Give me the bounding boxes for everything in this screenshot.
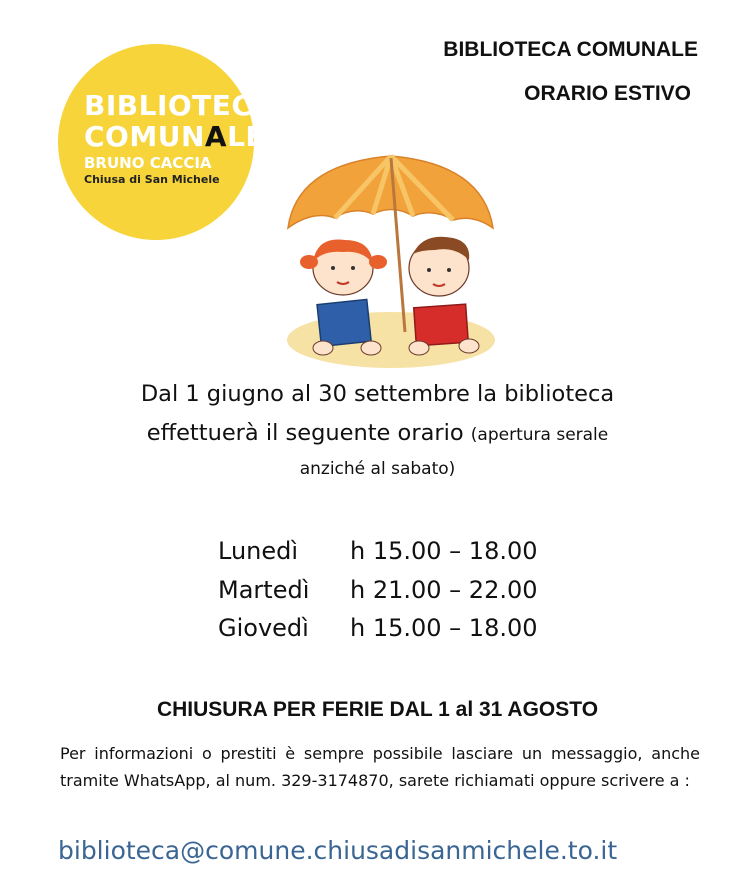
page-title: BIBLIOTECA COMUNALE: [443, 38, 698, 61]
logo-line-1: BIBLIOTECA: [84, 89, 275, 122]
email-address[interactable]: biblioteca@comune.chiusadisanmichele.to.it: [58, 836, 618, 865]
schedule-day: Lunedì: [218, 537, 299, 566]
schedule-row: [218, 609, 538, 648]
intro-note: (apertura serale: [470, 425, 609, 445]
library-logo: [58, 44, 275, 240]
schedule-row: [218, 571, 538, 610]
schedule-hours: h 21.00 – 22.00: [350, 575, 538, 604]
logo-line-2-part-a: COMUN: [84, 120, 205, 153]
logo-line-2-letter-a: A: [204, 120, 228, 153]
closure-notice: CHIUSURA PER FERIE DAL 1 al 31 AGOSTO: [156, 698, 599, 721]
logo-line-3: BRUNO CACCIA: [84, 154, 212, 172]
contact-info: Per informazioni o prestiti è sempre possibile lasciare un messaggio, anche tramite WhatsApp, al num. 329-3174870, sarete richiamati oppure scrivere a :: [60, 744, 700, 790]
schedule-day: Giovedì: [218, 614, 309, 643]
intro-line-3: anziché al sabato): [299, 459, 456, 479]
logo-line-4: Chiusa di San Michele: [84, 173, 220, 186]
schedule-table: [218, 532, 538, 648]
schedule-day: Martedì: [218, 575, 310, 604]
schedule-hours: h 15.00 – 18.00: [350, 537, 538, 566]
intro-line-1: Dal 1 giugno al 30 settembre la biblioteca: [140, 381, 615, 407]
schedule-hours: h 15.00 – 18.00: [350, 614, 538, 643]
page-subtitle: ORARIO ESTIVO: [524, 82, 691, 105]
kids-reading-under-umbrella-illustration: [283, 150, 498, 370]
boy-figure: [409, 237, 479, 355]
logo-line-2: [84, 121, 275, 152]
intro-line-2: effettuerà il seguente orario: [146, 420, 464, 446]
intro-text: [40, 375, 715, 483]
intro-line-2-wrap: [40, 414, 715, 455]
logo-text: [84, 90, 275, 187]
schedule-row: [218, 532, 538, 571]
logo-line-2-part-c: LE: [227, 120, 266, 153]
